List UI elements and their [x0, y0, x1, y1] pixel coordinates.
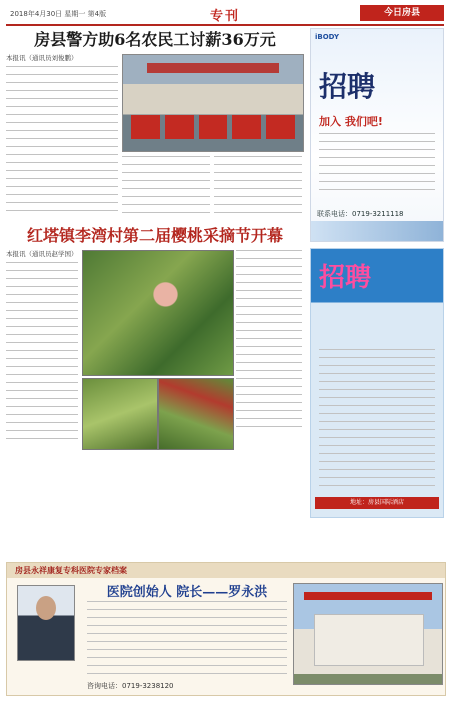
story1: [6, 54, 304, 224]
story2-headline: 红塔镇李湾村第二届樱桃采摘节开幕: [26, 226, 283, 245]
left-column: [6, 28, 304, 450]
story1-col2: [122, 156, 210, 220]
masthead-logo: 今日房县: [360, 5, 444, 21]
director-portrait: [17, 585, 75, 661]
story1-lead: 本报讯（通讯员刘俊鹏）: [6, 54, 78, 62]
ad2-text: [319, 349, 435, 493]
ad1-subtitle: 加入 我们吧!: [319, 115, 383, 128]
issue-date: 2018年4月30日 星期一 第4版: [10, 10, 107, 18]
hospital-building-photo: [293, 583, 443, 685]
ad1-runner-graphic: [311, 221, 443, 241]
story1-photo: [122, 54, 304, 152]
story1-headline: 房县警方助6名农民工讨薪36万元: [34, 30, 276, 49]
hospital-sign: [304, 592, 432, 600]
story2-lead: 本报讯（通讯员赵学国）: [6, 250, 78, 258]
feature-headline: 医院创始人 院长——罗永洪: [106, 585, 268, 600]
page-header: [6, 4, 444, 26]
photo-banners: [131, 115, 295, 139]
story2: [6, 250, 304, 450]
ad1-text: [319, 133, 435, 197]
ad2-footer: 地址：房县国际酒店: [315, 497, 439, 509]
story2-col1: [6, 250, 78, 446]
hospital-building: [314, 614, 424, 666]
ad2-title: 招聘: [319, 263, 372, 293]
right-ad-column: [310, 28, 444, 518]
feature-text: [87, 601, 287, 681]
story1-col1: [6, 54, 118, 218]
photo-sign: [147, 63, 279, 73]
cherry-picking-photo: [82, 250, 234, 376]
story2-col3: [236, 250, 302, 434]
ad-logo: iBODY: [315, 33, 340, 41]
recruitment-ad-2: [310, 248, 444, 518]
section-title: 专刊: [209, 9, 240, 24]
story1-text: [6, 66, 118, 211]
ad1-phone: 联系电话：0719-3211118: [317, 210, 404, 218]
feature-bar: 房县永祥康复专科医院专家档案: [7, 563, 445, 578]
cherry-branch-photo: [158, 378, 234, 450]
cherry-orchard-photo: [82, 378, 158, 450]
recruitment-ad-1: [310, 28, 444, 242]
feature-phone: 咨询电话：0719-3238120: [87, 682, 174, 690]
hospital-feature: [6, 562, 446, 696]
ad1-title: 招聘: [319, 70, 376, 103]
story1-col3: [214, 156, 302, 220]
